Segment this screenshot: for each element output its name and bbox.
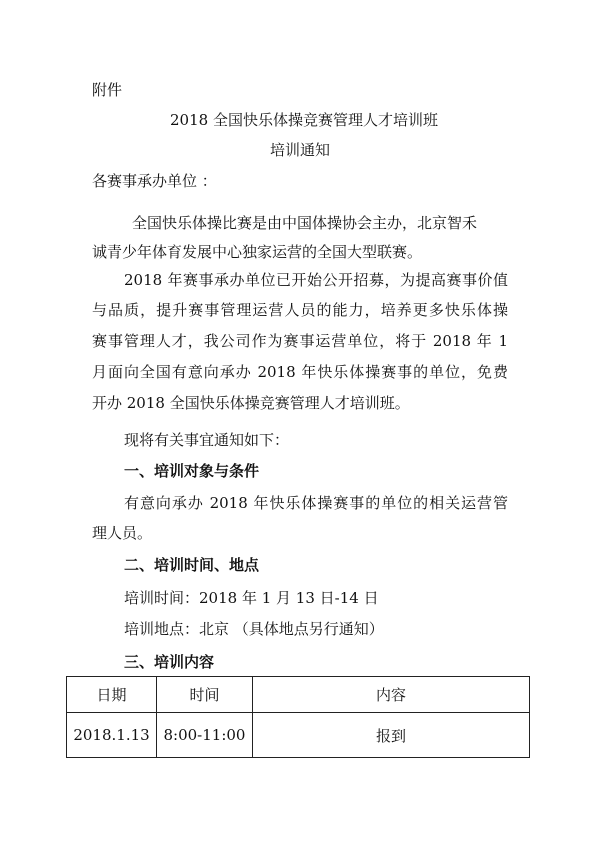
cell-time: 8:00-11:00	[157, 713, 253, 758]
document-subtitle: 培训通知	[269, 141, 330, 159]
paragraph-2-line-5: 开办 2018 全国快乐体操竞赛管理人才培训班。	[92, 394, 410, 412]
section-2-heading: 二、培训时间、地点	[124, 556, 260, 574]
header-content: 内容	[253, 677, 530, 713]
table-row	[67, 713, 530, 758]
paragraph-3: 现将有关事宜通知如下：	[124, 431, 290, 449]
document-title: 2018 全国快乐体操竞赛管理人才培训班	[170, 111, 438, 129]
paragraph-2-line-2: 与品质，提升赛事管理运营人员的能力，培养更多快乐体操	[92, 301, 508, 319]
salutation: 各赛事承办单位 ：	[92, 172, 217, 190]
attachment-label: 附件	[92, 81, 123, 99]
section-1-line-2: 理人员。	[92, 524, 153, 542]
section-1-heading: 一、培训对象与条件	[124, 462, 260, 480]
header-time: 时间	[157, 677, 253, 713]
cell-date: 2018.1.13	[67, 713, 157, 758]
training-time: 培训时间：2018 年 1 月 13 日-14 日	[124, 589, 379, 607]
section-1-line-1: 有意向承办 2018 年快乐体操赛事的单位的相关运营管	[124, 494, 508, 512]
paragraph-2-line-3: 赛事管理人才，我公司作为赛事运营单位，将于 2018 年 1	[92, 332, 508, 350]
schedule-header-row	[67, 677, 530, 713]
paragraph-1-line-1: 全国快乐体操比赛是由中国体操协会主办，北京智禾	[132, 214, 478, 232]
paragraph-1-line-2: 诚青少年体育发展中心独家运营的全国大型联赛。	[92, 243, 423, 261]
cell-content: 报到	[253, 713, 530, 758]
schedule-table	[66, 676, 530, 758]
training-place: 培训地点：北京 （具体地点另行通知）	[124, 620, 384, 638]
paragraph-2-line-4: 月面向全国有意向承办 2018 年快乐体操赛事的单位，免费	[92, 363, 508, 381]
paragraph-2-line-1: 2018 年赛事承办单位已开始公开招募，为提高赛事价值	[124, 271, 508, 289]
header-date: 日期	[67, 677, 157, 713]
section-3-heading: 三、培训内容	[124, 653, 215, 671]
